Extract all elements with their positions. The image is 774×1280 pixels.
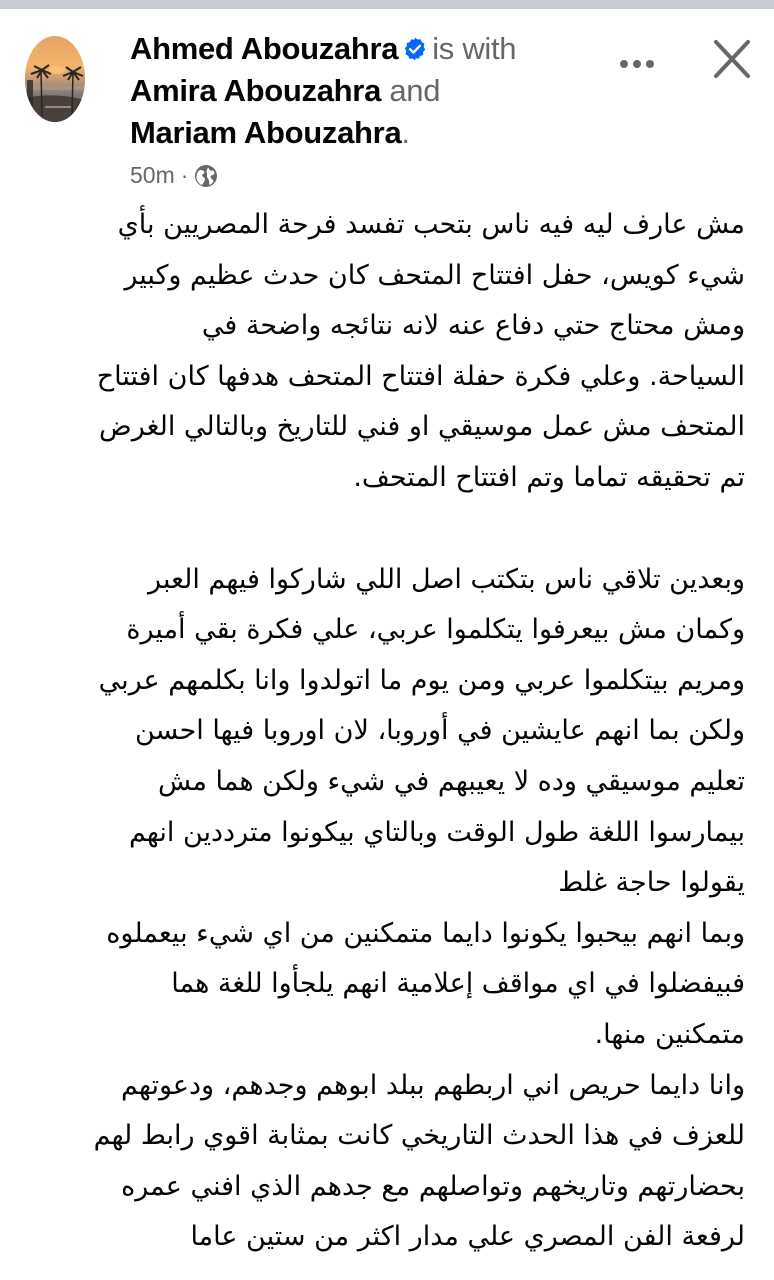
text-line: ومريم بيتكلموا عربي ومن يوم ما اتولدوا وانا بكلمهم عربي <box>98 664 745 696</box>
text-line: متمكنين منها. <box>594 1018 745 1050</box>
text-line: ولكن بما انهم عايشين في أوروبا، لان اوروبا فيها احسن <box>134 715 745 747</box>
text-line: للعزف في هذا الحدث التاريخي كانت بمثابة اقوي رابط لهم <box>93 1120 745 1152</box>
more-options-dot <box>646 60 654 68</box>
author-name-link[interactable]: Ahmed Abouzahra <box>130 31 399 66</box>
text-line: بحضارتهم وتاريخهم وتواصلهم مع جدهم الذي افني عمره <box>121 1170 745 1202</box>
text-line: وكمان مش بيعرفوا يتكلموا عربي، علي فكرة بقي أميرة <box>126 614 745 646</box>
more-options-dot <box>633 60 641 68</box>
author-avatar[interactable] <box>25 36 85 122</box>
is-with-text: is with <box>432 31 517 66</box>
sunset-palm-avatar-image <box>25 36 85 122</box>
text-line: وانا دايما حريص اني اربطهم ببلد ابوهم وجدهم، ودعوتهم <box>121 1069 745 1101</box>
post-author-line <box>130 28 590 154</box>
more-options-button[interactable] <box>612 52 662 76</box>
close-icon <box>708 34 756 84</box>
meta-separator: · <box>180 162 189 188</box>
text-line: تم تحقيقه تماما وتم افتتاح المتحف. <box>353 461 745 493</box>
text-line: بيمارسوا اللغة طول الوقت وبالتاي بيكونوا مترددين انهم <box>128 816 745 848</box>
tagged-person-amira-link[interactable]: Amira Abouzahra <box>130 73 382 108</box>
more-options-icon <box>620 60 628 68</box>
end-punctuation: . <box>401 115 410 150</box>
verified-badge-icon <box>402 31 428 57</box>
text-line: فبيفضلوا في اي مواقف إعلامية انهم يلجأوا للغة هما <box>171 968 745 1000</box>
text-line: وبما انهم بيحبوا يكونوا دايما متمكنين من اي شيء بيعملوه <box>106 917 745 949</box>
post-timestamp-link[interactable]: 50m <box>130 162 175 188</box>
top-divider-bar <box>0 0 774 9</box>
text-line: المتحف مش عمل موسيقي او فني للتاريخ وبالتالي الغرض <box>99 411 745 443</box>
text-line: ومش محتاج حتي دفاع عنه لانه نتائجه واضحة في <box>201 310 745 342</box>
post-body-text <box>30 200 745 1263</box>
text-line: يقولوا حاجة غلط <box>558 867 745 899</box>
text-line: تعليم موسيقي وده لا يعيبهم في شيء ولكن هما مش <box>158 765 745 797</box>
and-text: and <box>389 73 441 108</box>
close-button[interactable] <box>708 34 756 84</box>
post-paragraph-2 <box>30 555 745 1263</box>
text-line: شيء كويس، حفل افتتاح المتحف كان حدث عظيم وكبير <box>124 259 745 291</box>
post-paragraph-1 <box>30 200 745 504</box>
text-line: مش عارف ليه فيه ناس بتحب تفسد فرحة المصريين بأي <box>117 209 745 240</box>
globe-icon[interactable] <box>194 164 218 188</box>
tagged-person-mariam-link[interactable]: Mariam Abouzahra <box>130 115 402 150</box>
text-line: السياحة. وعلي فكرة حفلة افتتاح المتحف هدفها كان افتتاح <box>96 360 745 392</box>
post-header <box>0 22 774 197</box>
post-meta <box>130 162 218 189</box>
text-line: وبعدين تلاقي ناس بتكتب اصل اللي شاركوا فيهم العبر <box>148 563 745 595</box>
text-line: لرفعة الفن المصري علي مدار اكثر من ستين عاما <box>190 1221 745 1253</box>
paragraph-spacer <box>30 504 745 555</box>
